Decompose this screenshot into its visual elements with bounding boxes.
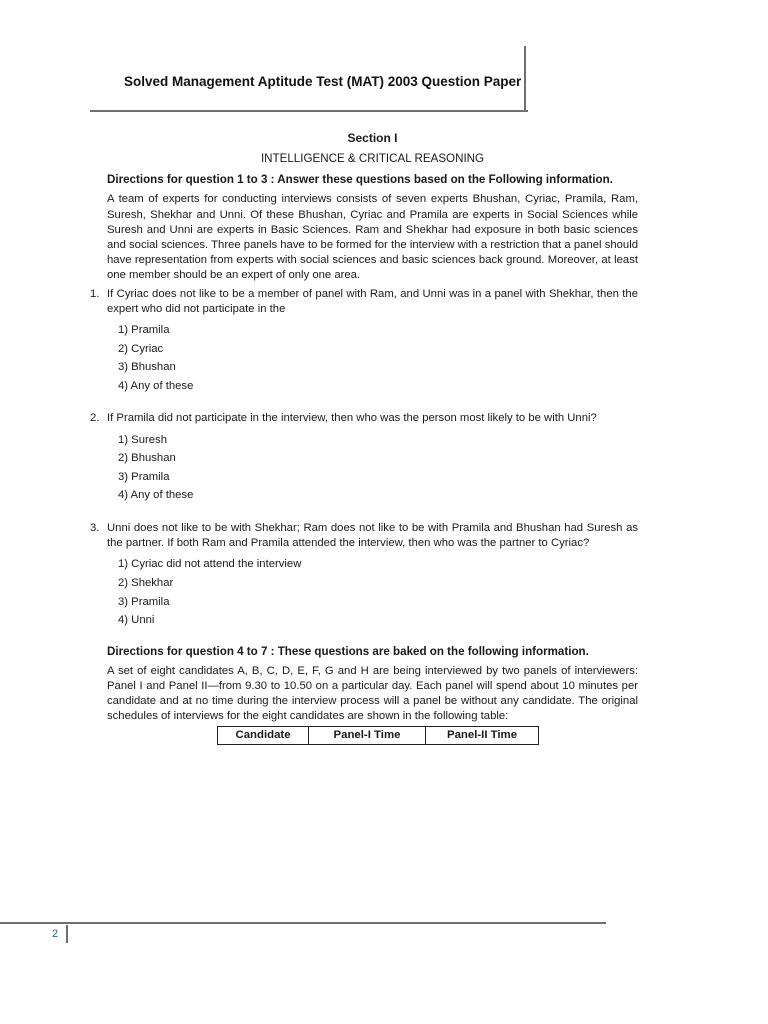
question-1 <box>90 287 638 396</box>
option-item: 4) Any of these <box>118 379 194 392</box>
question-text: If Pramila did not participate in the interview, then who was the person most likely to be with Unni? <box>107 412 597 425</box>
table-header-cell: Panel-II Time <box>426 726 539 744</box>
table-header-row <box>218 726 539 744</box>
header-vertical-rule <box>524 46 526 112</box>
question-text: If Cyriac does not like to be a member of panel with Ram, and Unni was in a panel with Shekhar, then the expert who did not participate in the <box>107 287 638 315</box>
question-number: 1. <box>90 287 100 300</box>
option-item: 3) Bhushan <box>118 361 176 374</box>
option-list <box>118 555 638 629</box>
section-title: Section I <box>347 131 398 145</box>
question-3 <box>90 521 638 630</box>
page-content <box>90 131 638 745</box>
option-item: 2) Shekhar <box>118 576 174 589</box>
option-item: 1) Pramila <box>118 324 170 337</box>
option-list <box>118 431 638 505</box>
footer-divider <box>0 922 606 924</box>
question-number: 3. <box>90 521 100 534</box>
option-item: 4) Unni <box>118 614 155 627</box>
option-item: 1) Suresh <box>118 433 167 446</box>
question-number: 2. <box>90 412 100 425</box>
question-2 <box>90 411 638 505</box>
option-item: 4) Any of these <box>118 489 194 502</box>
option-item: 2) Cyriac <box>118 342 164 355</box>
option-item: 3) Pramila <box>118 470 170 483</box>
directions-heading-2: Directions for question 4 to 7 : These questions are baked on the following information. <box>107 644 589 658</box>
schedule-table <box>217 726 539 745</box>
option-list <box>118 321 638 395</box>
document-header-title: Solved Management Aptitude Test (MAT) 2003 Question Paper <box>124 74 522 89</box>
directions-paragraph-2: A set of eight candidates A, B, C, D, E, F, G and H are being interviewed by two panels of interviewers: Panel I and Panel II—from 9.30 to 10.50 on a particular day. Each panel will spend about 10 minutes per candidate and at no time during the interview process will a panel be without any candidate. The original schedules of interviews for the eight candidates are shown in the following table: <box>107 664 638 723</box>
table-header-cell: Candidate <box>218 726 309 744</box>
table-header-cell: Panel-I Time <box>309 726 426 744</box>
directions-heading-1: Directions for question 1 to 3 : Answer these questions based on the Following information. <box>107 173 613 187</box>
section-subtitle: INTELLIGENCE & CRITICAL REASONING <box>260 152 485 166</box>
page-number: 2 <box>52 928 59 940</box>
footer-vertical-rule <box>66 925 68 943</box>
question-text: Unni does not like to be with Shekhar; Ram does not like to be with Pramila and Bhushan had Suresh as the partner. If both Ram and Pramila attended the interview, then who was the partner to Cyriac? <box>107 521 638 550</box>
option-item: 3) Pramila <box>118 595 170 608</box>
option-item: 2) Bhushan <box>118 452 176 465</box>
header-divider <box>90 110 528 112</box>
directions-paragraph-1: A team of experts for conducting interviews consists of seven experts Bhushan, Cyriac, Pramila, Ram, Suresh, Shekhar and Unni. Of these Bhushan, Cyriac and Pramila are experts in Social Sciences while Suresh and Unni are experts in Basic Sciences. Ram and Shekhar had exposure in both basic sciences and social sciences. Three panels have to be formed for the interview with a restriction that a panel should have representation from experts with social sciences and basic sciences back ground. Moreover, at least one member should be an expert of only one area. <box>107 193 638 282</box>
option-item: 1) Cyriac did not attend the interview <box>118 558 302 571</box>
